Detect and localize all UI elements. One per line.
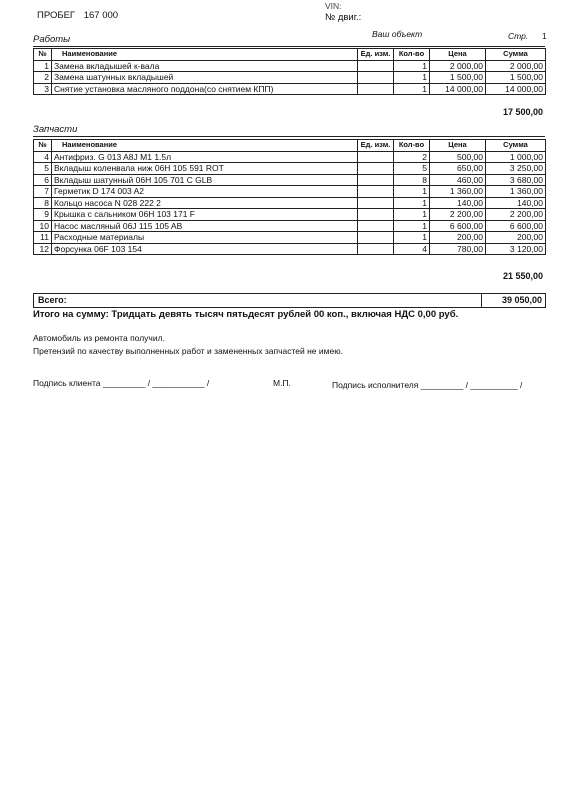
client-signature: Подпись клиента _________ / ___________ / bbox=[33, 378, 210, 388]
row-qty: 1 bbox=[394, 83, 430, 95]
row-unit bbox=[358, 186, 394, 198]
grand-total-box bbox=[33, 293, 546, 308]
page-label: Стр. bbox=[508, 31, 529, 41]
row-price: 2 000,00 bbox=[430, 60, 486, 72]
parts-section-title: Запчасти bbox=[33, 124, 78, 135]
col-num: № bbox=[34, 49, 52, 61]
table-row bbox=[34, 174, 546, 186]
row-num: 7 bbox=[34, 186, 52, 198]
row-qty: 1 bbox=[394, 232, 430, 244]
row-unit bbox=[358, 174, 394, 186]
engine-number-label: № двиг.: bbox=[325, 12, 362, 23]
row-name: Антифриз. G 013 A8J M1 1.5л bbox=[52, 151, 358, 163]
total-in-words: Итого на сумму: Тридцать девять тысяч пятьдесят рублей 00 коп., включая НДС 0,00 руб. bbox=[33, 309, 459, 320]
col-unit: Ед. изм. bbox=[358, 49, 394, 61]
note-car-received: Автомобиль из ремонта получил. bbox=[33, 333, 165, 343]
table-row bbox=[34, 232, 546, 244]
row-name: Вкладыш шатунный 06H 105 701 C GLB bbox=[52, 174, 358, 186]
parts-divider bbox=[33, 136, 545, 137]
table-row bbox=[34, 72, 546, 84]
stamp-label: М.П. bbox=[273, 378, 291, 388]
col-price: Цена bbox=[430, 140, 486, 152]
row-name: Снятие установка масляного поддона(со снятием КПП) bbox=[52, 83, 358, 95]
row-price: 1 500,00 bbox=[430, 72, 486, 84]
col-sum: Сумма bbox=[486, 49, 546, 61]
works-subtotal: 17 500,00 bbox=[502, 107, 543, 117]
table-row bbox=[34, 83, 546, 95]
row-num: 2 bbox=[34, 72, 52, 84]
col-name: Наименование bbox=[52, 140, 358, 152]
row-unit bbox=[358, 220, 394, 232]
your-object-label: Ваш объект bbox=[372, 29, 423, 39]
row-sum: 3 250,00 bbox=[486, 163, 546, 175]
col-sum: Сумма bbox=[486, 140, 546, 152]
row-qty: 5 bbox=[394, 163, 430, 175]
row-price: 6 600,00 bbox=[430, 220, 486, 232]
row-name: Крышка с сальником 06H 103 171 F bbox=[52, 209, 358, 221]
row-price: 2 200,00 bbox=[430, 209, 486, 221]
row-sum: 6 600,00 bbox=[486, 220, 546, 232]
col-name: Наименование bbox=[52, 49, 358, 61]
row-num: 10 bbox=[34, 220, 52, 232]
row-sum: 14 000,00 bbox=[486, 83, 546, 95]
vin-label: VIN: bbox=[325, 1, 342, 11]
row-name: Насос масляный 06J 115 105 AB bbox=[52, 220, 358, 232]
row-qty: 8 bbox=[394, 174, 430, 186]
row-name: Герметик D 174 003 A2 bbox=[52, 186, 358, 198]
grand-total-label: Всего: bbox=[38, 295, 67, 305]
row-sum: 140,00 bbox=[486, 197, 546, 209]
row-num: 6 bbox=[34, 174, 52, 186]
row-num: 11 bbox=[34, 232, 52, 244]
mileage bbox=[37, 10, 118, 21]
row-sum: 2 200,00 bbox=[486, 209, 546, 221]
row-qty: 1 bbox=[394, 72, 430, 84]
table-row bbox=[34, 220, 546, 232]
row-sum: 3 680,00 bbox=[486, 174, 546, 186]
row-sum: 1 360,00 bbox=[486, 186, 546, 198]
row-name: Форсунка 06F 103 154 bbox=[52, 243, 358, 255]
row-num: 1 bbox=[34, 60, 52, 72]
row-num: 12 bbox=[34, 243, 52, 255]
row-price: 14 000,00 bbox=[430, 83, 486, 95]
row-qty: 4 bbox=[394, 243, 430, 255]
parts-header-row bbox=[34, 140, 546, 152]
row-sum: 200,00 bbox=[486, 232, 546, 244]
row-qty: 1 bbox=[394, 197, 430, 209]
row-unit bbox=[358, 197, 394, 209]
row-unit bbox=[358, 151, 394, 163]
row-unit bbox=[358, 243, 394, 255]
row-num: 5 bbox=[34, 163, 52, 175]
row-unit bbox=[358, 72, 394, 84]
row-sum: 3 120,00 bbox=[486, 243, 546, 255]
works-section-title: Работы bbox=[33, 34, 71, 45]
row-price: 1 360,00 bbox=[430, 186, 486, 198]
row-price: 500,00 bbox=[430, 151, 486, 163]
row-qty: 1 bbox=[394, 186, 430, 198]
table-row bbox=[34, 197, 546, 209]
row-num: 8 bbox=[34, 197, 52, 209]
row-qty: 1 bbox=[394, 60, 430, 72]
row-num: 9 bbox=[34, 209, 52, 221]
col-qty: Кол-во bbox=[394, 49, 430, 61]
row-unit bbox=[358, 60, 394, 72]
table-row bbox=[34, 243, 546, 255]
row-sum: 1 000,00 bbox=[486, 151, 546, 163]
row-unit bbox=[358, 232, 394, 244]
row-price: 200,00 bbox=[430, 232, 486, 244]
row-sum: 2 000,00 bbox=[486, 60, 546, 72]
row-name: Вкладыш коленвала ниж 06H 105 591 ROT bbox=[52, 163, 358, 175]
row-unit bbox=[358, 163, 394, 175]
row-unit bbox=[358, 209, 394, 221]
table-row bbox=[34, 60, 546, 72]
row-qty: 1 bbox=[394, 220, 430, 232]
col-unit: Ед. изм. bbox=[358, 140, 394, 152]
row-qty: 2 bbox=[394, 151, 430, 163]
col-num: № bbox=[34, 140, 52, 152]
grand-total-value: 39 050,00 bbox=[481, 294, 545, 307]
row-sum: 1 500,00 bbox=[486, 72, 546, 84]
executor-signature: Подпись исполнителя _________ / __________ / bbox=[332, 380, 523, 390]
row-price: 140,00 bbox=[430, 197, 486, 209]
row-name: Замена шатунных вкладышей bbox=[52, 72, 358, 84]
note-no-claims: Претензий по качеству выполненных работ и замененных запчастей не имею. bbox=[33, 346, 343, 356]
row-unit bbox=[358, 83, 394, 95]
row-name: Кольцо насоса N 028 222 2 bbox=[52, 197, 358, 209]
mileage-value: 167 000 bbox=[83, 10, 119, 21]
parts-table bbox=[33, 139, 546, 255]
row-price: 650,00 bbox=[430, 163, 486, 175]
row-name: Замена вкладышей к-вала bbox=[52, 60, 358, 72]
row-price: 780,00 bbox=[430, 243, 486, 255]
table-row bbox=[34, 163, 546, 175]
works-header-row bbox=[34, 49, 546, 61]
col-qty: Кол-во bbox=[394, 140, 430, 152]
row-qty: 1 bbox=[394, 209, 430, 221]
row-name: Расходные материалы bbox=[52, 232, 358, 244]
table-row bbox=[34, 186, 546, 198]
row-num: 3 bbox=[34, 83, 52, 95]
row-price: 460,00 bbox=[430, 174, 486, 186]
parts-subtotal: 21 550,00 bbox=[502, 271, 543, 281]
works-divider bbox=[33, 46, 545, 47]
table-row bbox=[34, 151, 546, 163]
mileage-label: ПРОБЕГ bbox=[37, 10, 76, 21]
table-row bbox=[34, 209, 546, 221]
works-table bbox=[33, 48, 546, 95]
page-number: 1 bbox=[542, 31, 547, 41]
row-num: 4 bbox=[34, 151, 52, 163]
col-price: Цена bbox=[430, 49, 486, 61]
